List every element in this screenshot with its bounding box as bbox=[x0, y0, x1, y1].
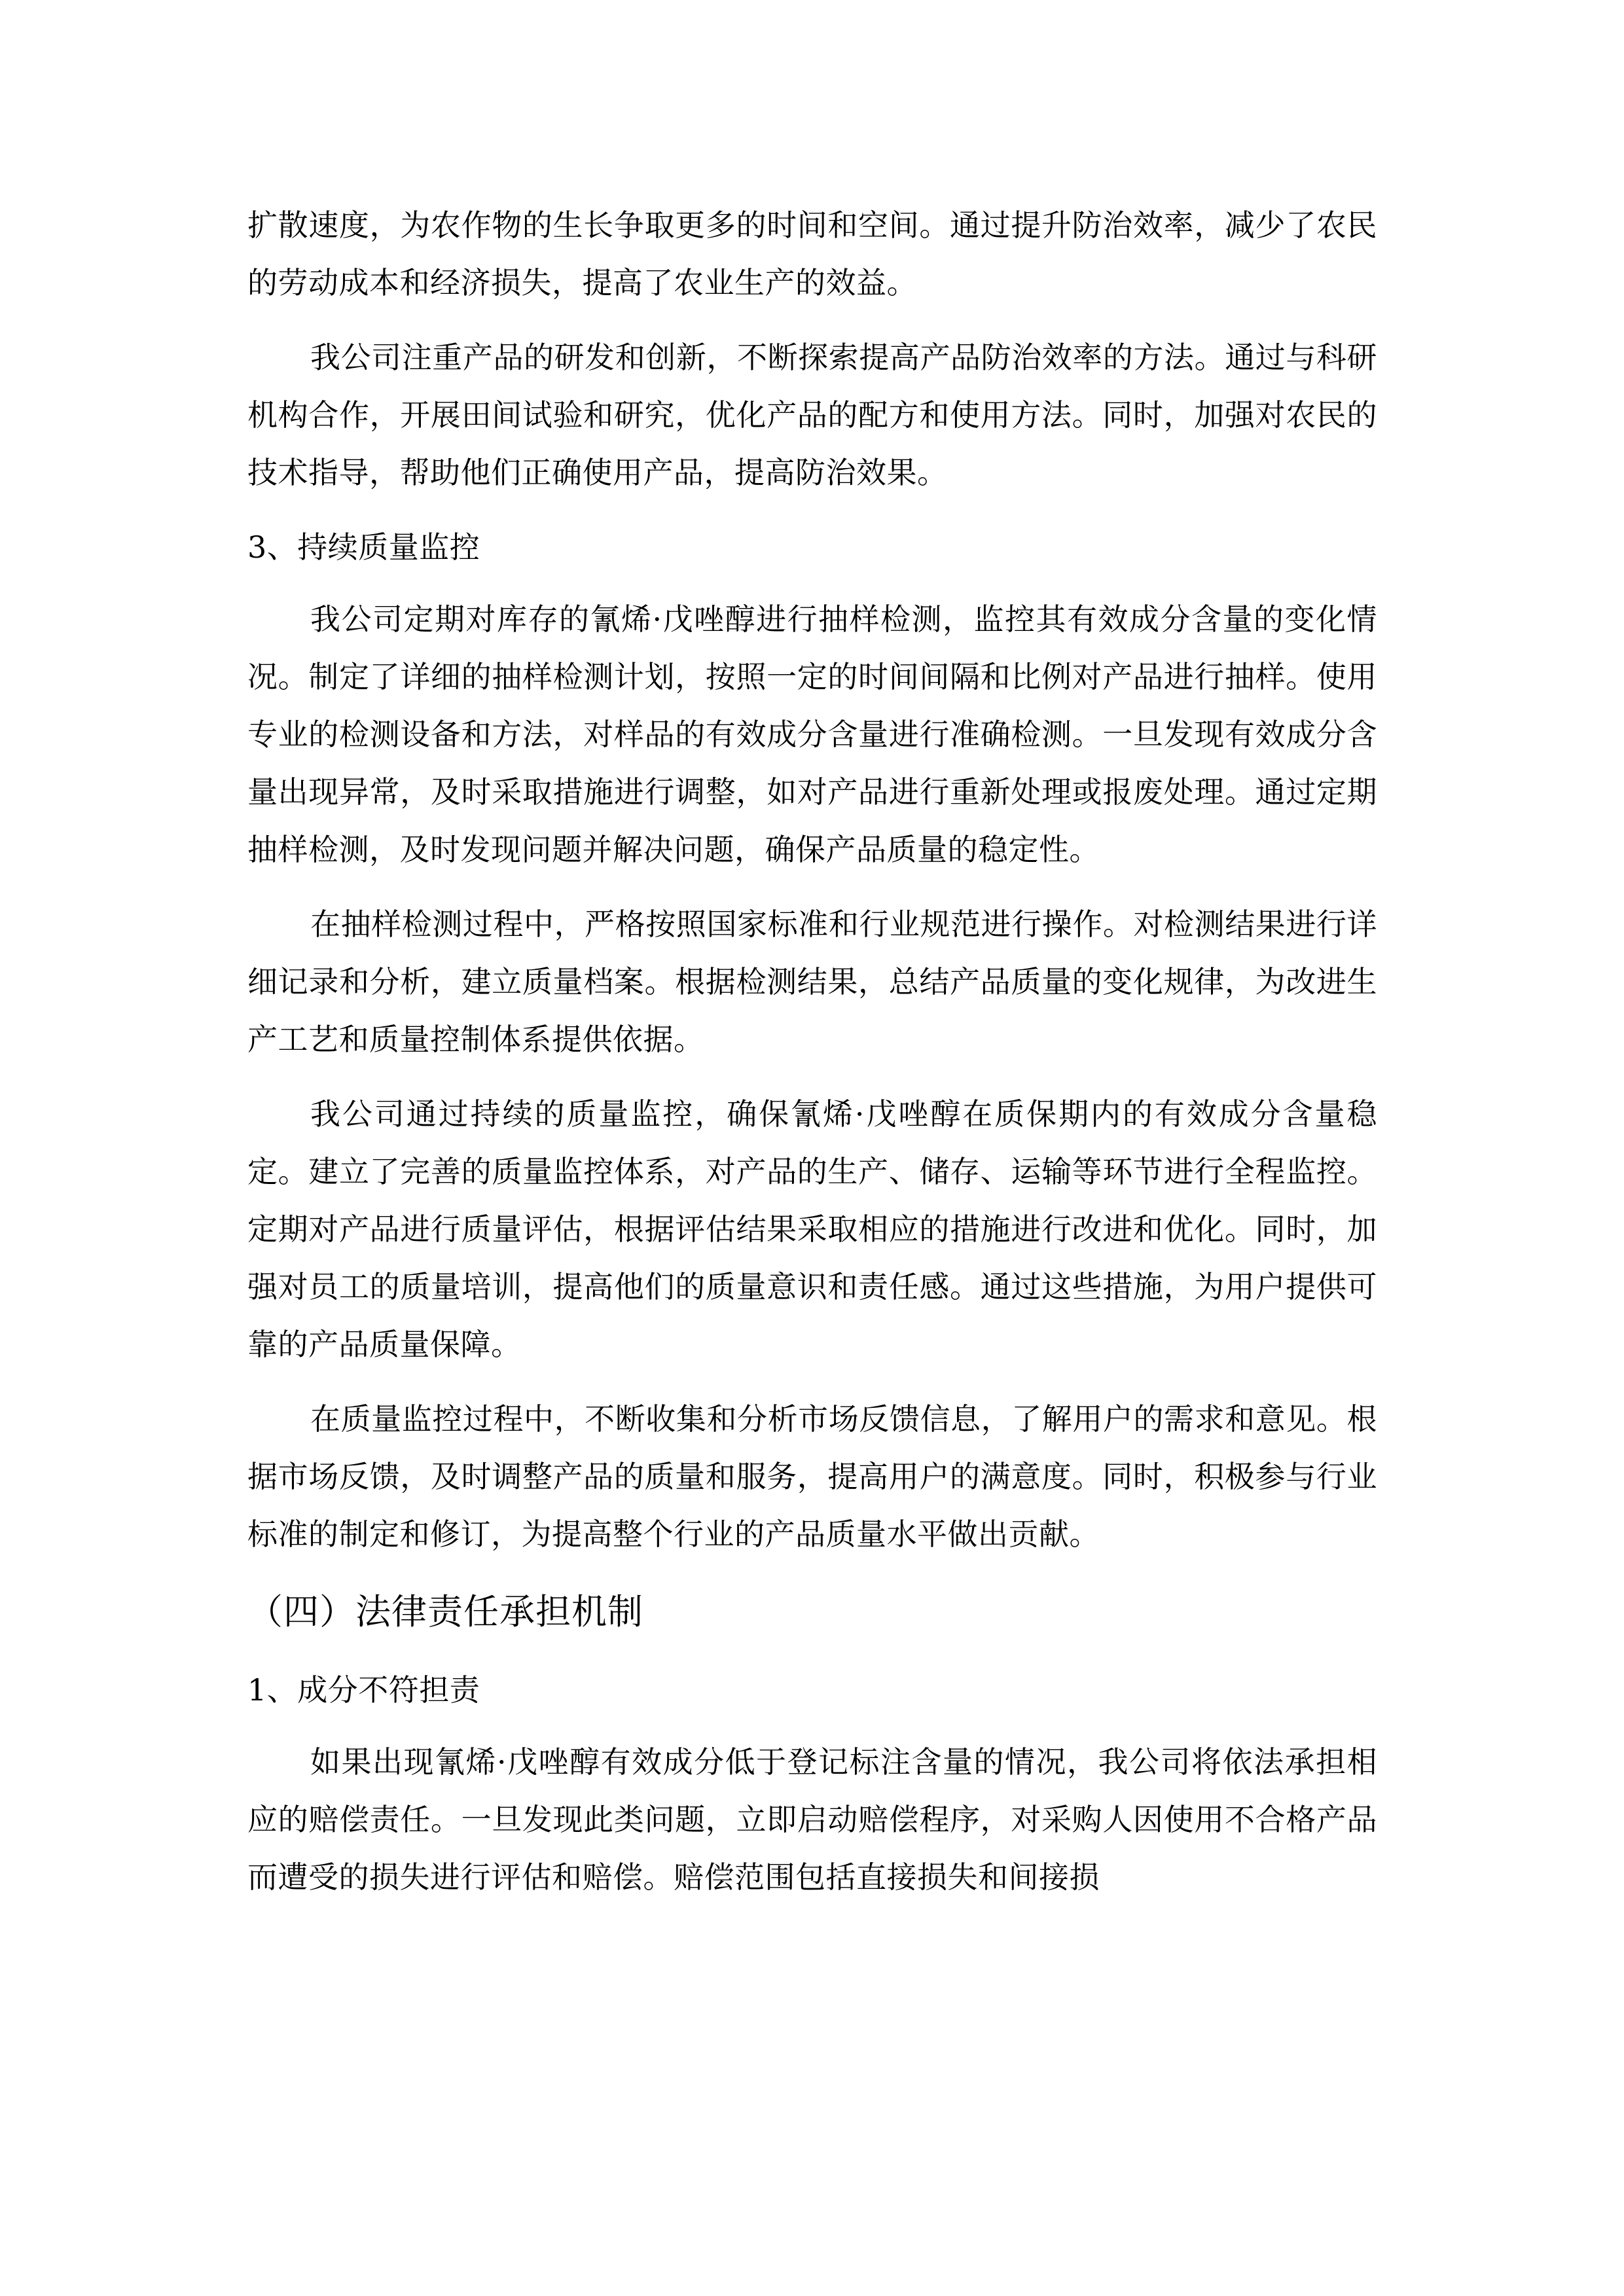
paragraph-market-feedback: 在质量监控过程中，不断收集和分析市场反馈信息，了解用户的需求和意见。根据市场反馈，及时调整产品的质量和服务，提高用户的满意度。同时，积极参与行业标准的制定和修订，为提高整个行业的产品质量水平做出贡献。 bbox=[247, 1401, 1377, 1552]
paragraph-sampling-inspection: 我公司定期对库存的氰烯·戊唑醇进行抽样检测，监控其有效成分含量的变化情况。制定了详细的抽样检测计划，按照一定的时间间隔和比例对产品进行抽样。使用专业的检测设备和方法，对样品的有效成分含量进行准确检测。一旦发现有效成分含量出现异常，及时采取措施进行调整，如对产品进行重新处理或报废处理。通过定期抽样检测，及时发现问题并解决问题，确保产品质量的稳定性。 bbox=[247, 601, 1377, 867]
paragraph-compensation: 如果出现氰烯·戊唑醇有效成分低于登记标注含量的情况，我公司将依法承担相应的赔偿责任。一旦发现此类问题，立即启动赔偿程序，对采购人因使用不合格产品而遭受的损失进行评估和赔偿。赔偿范围包括直接损失和间接损 bbox=[247, 1744, 1377, 1895]
document-body bbox=[247, 196, 1377, 1923]
paragraph-rnd-innovation: 我公司注重产品的研发和创新，不断探索提高产品防治效率的方法。通过与科研机构合作，开展田间试验和研究，优化产品的配方和使用方法。同时，加强对农民的技术指导，帮助他们正确使用产品，提高防治效果。 bbox=[247, 340, 1377, 490]
subheading-quality-monitoring: 3、持续质量监控 bbox=[247, 529, 480, 565]
section-heading-legal-liability: （四）法律责任承担机制 bbox=[247, 1591, 643, 1632]
paragraph-continuation: 扩散速度，为农作物的生长争取更多的时间和空间。通过提升防治效率，减少了农民的劳动成本和经济损失，提高了农业生产的效益。 bbox=[247, 207, 1377, 300]
paragraph-inspection-process: 在抽样检测过程中，严格按照国家标准和行业规范进行操作。对检测结果进行详细记录和分析，建立质量档案。根据检测结果，总结产品质量的变化规律，为改进生产工艺和质量控制体系提供依据。 bbox=[247, 906, 1377, 1057]
paragraph-quality-system: 我公司通过持续的质量监控，确保氰烯·戊唑醇在质保期内的有效成分含量稳定。建立了完善的质量监控体系，对产品的生产、储存、运输等环节进行全程监控。定期对产品进行质量评估，根据评估结果采取相应的措施进行改进和优化。同时，加强对员工的质量培训，提高他们的质量意识和责任感。通过这些措施，为用户提供可靠的产品质量保障。 bbox=[247, 1096, 1377, 1362]
subheading-composition-liability: 1、成分不符担责 bbox=[247, 1672, 480, 1708]
